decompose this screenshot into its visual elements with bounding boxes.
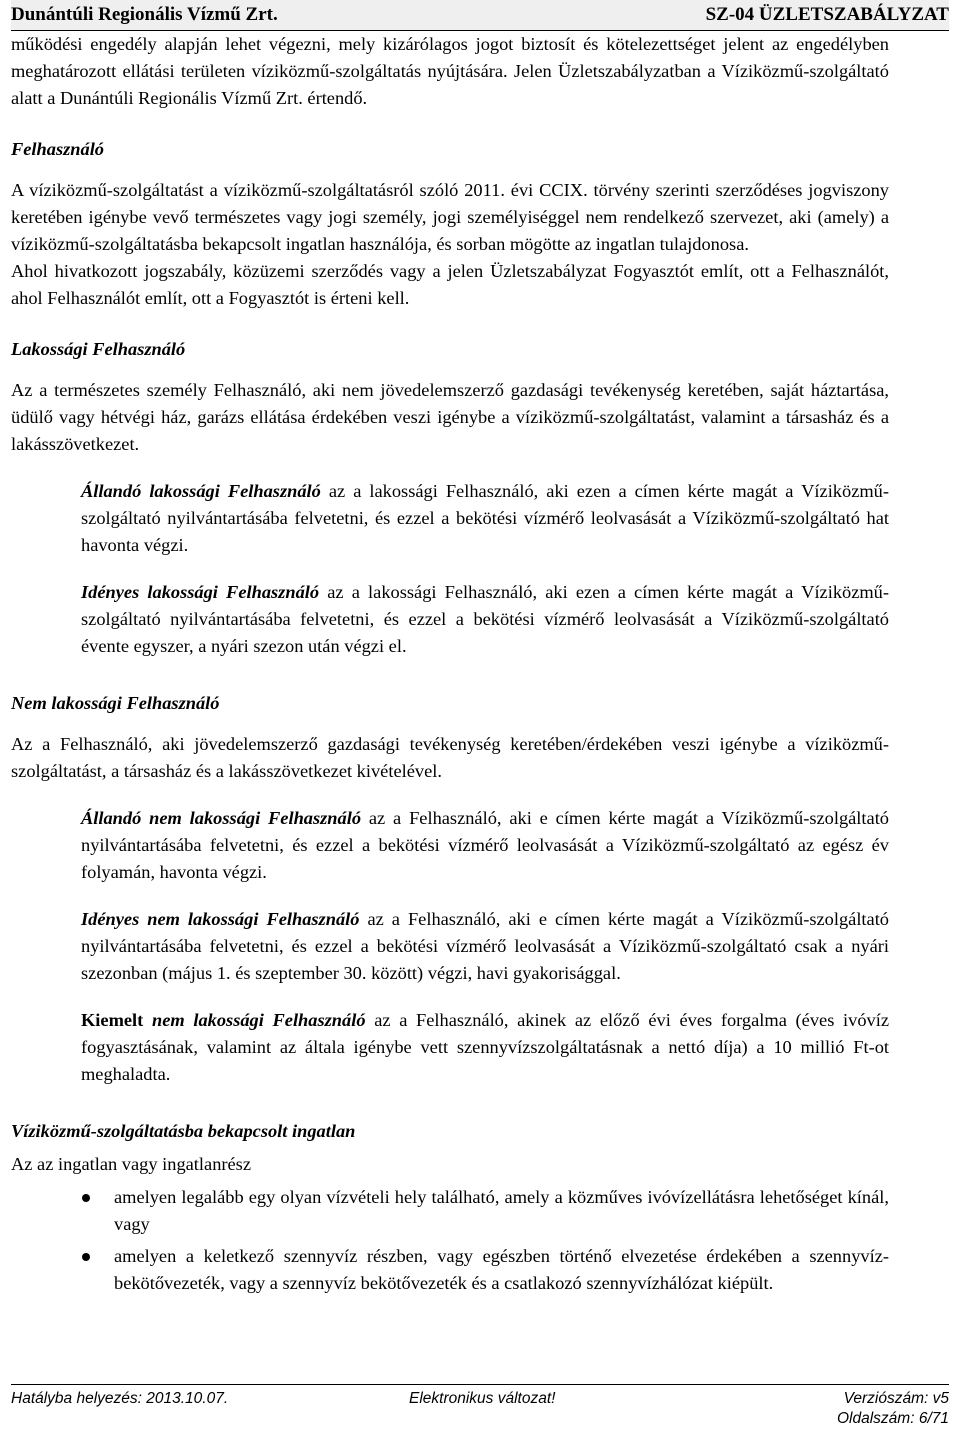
bullet-icon xyxy=(82,1253,90,1261)
document-body xyxy=(11,31,889,1302)
idenyes-lakossagi-term: Idényes lakossági Felhasználó xyxy=(81,582,320,602)
bullet-text: amelyen a keletkező szennyvíz részben, vagy egészben történő elvezetése érdekében a szennyvíz-bekötővezeték, vagy a szennyvíz bekötővezeték és a csatlakozó szennyvízhálózat kiépült. xyxy=(114,1246,889,1293)
bullet-text: amelyen legalább egy olyan vízvételi hely található, amely a közműves ivóvízellátásra lehetőséget kínál, vagy xyxy=(114,1187,889,1234)
idenyes-nem-lakossagi-text: az a Felhasználó, aki e címen kérte magát a Víziközmű-szolgáltató nyilvántartásába felvetetni, és ezzel a bekötési vízmérő leolvasását a Víziközmű-szolgáltató csak a nyári szezonban (május 1. és szeptember 30. között) végzi, havi gyakorisággal. xyxy=(81,909,889,983)
kiemelt-text: az a Felhasználó, akinek az előző évi éves forgalma (éves ivóvíz fogyasztásának, valamint az általa igénybe vett szennyvízszolgáltatásnak a nettó díja) a 10 millió Ft-ot meghaladta. xyxy=(81,1010,889,1084)
idenyes-lakossagi-text: az a lakossági Felhasználó, aki ezen a címen kérte magát a Víziközmű-szolgáltató nyilvántartásába felvetetni, és ezzel a bekötési vízmérő leolvasását a Víziközmű-szolgáltató évente egyszer, a nyári szezon után végzi el. xyxy=(81,582,890,656)
allando-nem-lakossagi-text: az a Felhasználó, aki e címen kérte magát a Víziközmű-szolgáltató nyilvántartásába felvetetni, és ezzel a bekötési vízmérő leolvasását a Víziközmű-szolgáltató az egész év folyamán, havonta végzi. xyxy=(81,808,889,882)
nem-lakossagi-definition: Az a Felhasználó, aki jövedelemszerző gazdasági tevékenység keretében/érdekében veszi igénybe a víziközmű-szolgáltatást, a társasház és a lakásszövetkezet kivételével. xyxy=(11,734,889,781)
lakossagi-heading: Lakossági Felhasználó xyxy=(11,339,186,359)
kiemelt-label: Kiemelt xyxy=(81,1010,144,1030)
footer-effective-date: Hatályba helyezés: 2013.10.07. xyxy=(11,1390,229,1407)
allando-lakossagi-paragraph xyxy=(11,478,889,559)
header-document-code: SZ-04 ÜZLETSZABÁLYZAT xyxy=(705,4,949,25)
felhasznalo-heading: Felhasználó xyxy=(11,139,105,159)
intro-paragraph: működési engedély alapján lehet végezni, mely kizárólagos jogot biztosít és kötelezettséget jelent az engedélyben meghatározott ellátási területen víziközmű-szolgáltatás nyújtására. Jelen Üzletszabályzatban a Víziközmű-szolgáltató alatt a Dunántúli Regionális Vízmű Zrt. értendő. xyxy=(11,34,889,108)
lakossagi-definition: Az a természetes személy Felhasználó, aki nem jövedelemszerző gazdasági tevékenység keretében, saját háztartása, üdülő vagy hétvégi ház, garázs ellátása érdekében veszi igénybe a víziközmű-szolgáltatást, valamint a társasház és a lakásszövetkezet. xyxy=(11,380,889,454)
allando-lakossagi-text: az a lakossági Felhasználó, aki ezen a címen kérte magát a Víziközmű-szolgáltató nyilvántartásába felvetetni, és ezzel a bekötési vízmérő leolvasását a Víziközmű-szolgáltató hat havonta végzi. xyxy=(81,481,889,555)
page-footer xyxy=(11,1384,949,1427)
header-company: Dunántúli Regionális Vízmű Zrt. xyxy=(11,4,278,25)
list-item xyxy=(11,1243,889,1297)
felhasznalo-definition: A víziközmű-szolgáltatást a víziközmű-szolgáltatásról szóló 2011. évi CCIX. törvény szerinti szerződéses jogviszony keretében igénybe vevő természetes vagy jogi személy, jogi személyiséggel nem rendelkező szervezet, aki (amely) a víziközmű-szolgáltatásba bekapcsolt ingatlan használója, és sorban mögötte az ingatlan tulajdonosa. xyxy=(11,180,889,254)
list-item xyxy=(11,1184,889,1238)
ingatlan-bullet-list xyxy=(11,1184,889,1297)
idenyes-nem-lakossagi-paragraph xyxy=(11,906,889,987)
kiemelt-term: nem lakossági Felhasználó xyxy=(143,1010,366,1030)
ingatlan-heading: Víziközmű-szolgáltatásba bekapcsolt ingatlan xyxy=(11,1121,356,1141)
kiemelt-paragraph xyxy=(11,1007,889,1088)
idenyes-nem-lakossagi-term: Idényes nem lakossági Felhasználó xyxy=(81,909,360,929)
allando-lakossagi-term: Állandó lakossági Felhasználó xyxy=(81,481,321,501)
idenyes-lakossagi-paragraph xyxy=(11,579,889,660)
ingatlan-definition: Az az ingatlan vagy ingatlanrész xyxy=(11,1154,251,1174)
footer-electronic-version: Elektronikus változat! xyxy=(409,1390,556,1407)
allando-nem-lakossagi-paragraph xyxy=(11,805,889,886)
allando-nem-lakossagi-term: Állandó nem lakossági Felhasználó xyxy=(81,808,362,828)
nem-lakossagi-heading: Nem lakossági Felhasználó xyxy=(11,693,220,713)
bullet-icon xyxy=(82,1194,90,1202)
page-header xyxy=(11,0,949,31)
footer-page-number: Oldalszám: 6/71 xyxy=(837,1410,949,1427)
ahol-paragraph: Ahol hivatkozott jogszabály, közüzemi szerződés vagy a jelen Üzletszabályzat Fogyasztót említ, ott a Felhasználót, ahol Felhasználót említ, ott a Fogyasztót is érteni kell. xyxy=(11,261,889,308)
footer-version: Verziószám: v5 xyxy=(843,1390,949,1407)
